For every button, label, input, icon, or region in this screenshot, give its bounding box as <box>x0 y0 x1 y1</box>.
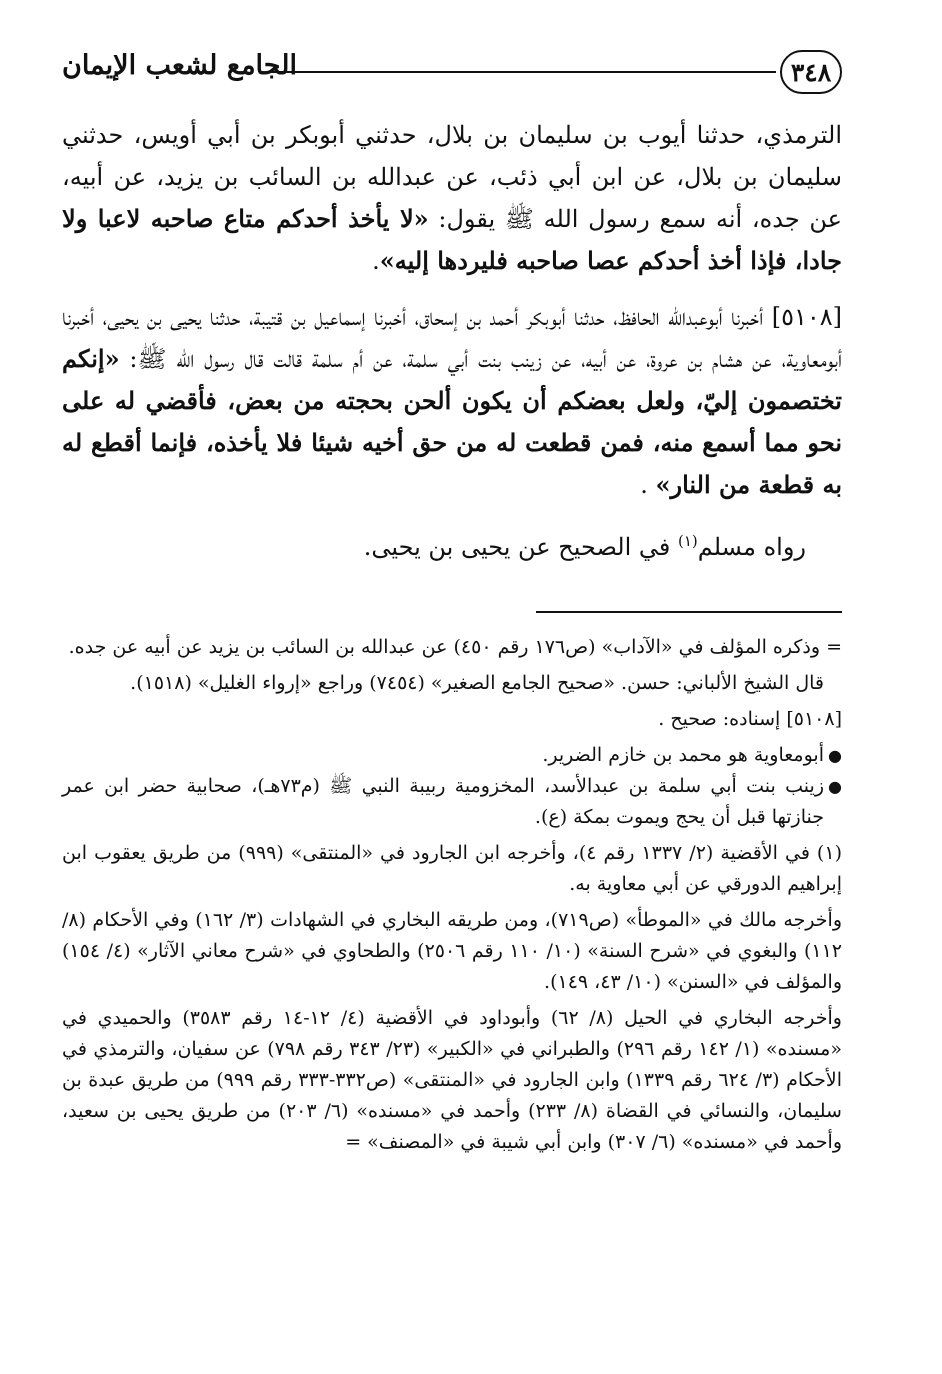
footnote-1: (١) في الأقضية (٢/ ١٣٣٧ رقم ٤)، وأخرجه ابن الجارود في «المنتقى» (٩٩٩) من طريق يعقوب ابن إبراهيم الدورقي عن أبي معاوية به. <box>62 842 842 895</box>
note-continuation: = وذكره المؤلف في «الآداب» (ص١٧٦ رقم ٤٥٠) عن عبدالله بن السائب بن يزيد عن أبيه عن جده. <box>68 636 842 658</box>
punctuation: . <box>640 471 656 499</box>
header-rule <box>267 71 776 73</box>
list-item-text: أبومعاوية هو محمد بن خازم الضرير. <box>542 744 824 766</box>
footnote-1-para-2: وأخرجه مالك في «الموطأ» (ص٧١٩)، ومن طريقه البخاري في الشهادات (٣/ ١٦٢) وفي الأحكام (٨/ ١١٢) والبغوي في «شرح السنة» (١٠/ ١١٠ رقم ٢٥٠٦) والطحاوي في «شرح معاني الآثار» (٤/ ١٥٤) والمؤلف في «السنن» (١٠/ ٤٣، ١٤٩). <box>62 909 842 993</box>
footnote-1-para-3: وأخرجه البخاري في الحيل (٨/ ٦٢) وأبوداود في الأقضية (٤/ ١٢-١٤ رقم ٣٥٨٣) والحميدي في «مسنده» (١/ ١٤٢ رقم ٢٩٦) والطبراني في «الكبير» (٢٣/ ٣٤٣ رقم ٧٩٨) عن سفيان، والترمذي في الأحكام (٣/ ٦٢٤ رقم ١٣٣٩) وابن الجارود في «المنتقى» (ص٣٣٢-٣٣٣ رقم ٩٩٩) من طريق عبدة بن سليمان، والنسائي في القضاة (٨/ ٢٣٣) وأحمد في «مسنده» (٦/ ٢٠٣) من طريق يحيى بن سعيد، وأحمد في «مسنده» (٦/ ٣٠٧) وابن أبي شيبة في «المصنف» = <box>62 1007 842 1153</box>
page-number: ٣٤٨ <box>780 50 842 94</box>
list-item-text: زينب بنت أبي سلمة بن عبدالأسد، المخزومية ربيبة النبي ﷺ (م٧٣هـ)، صحابية حضر ابن عمر جنازتها قبل أن يحج ويموت بمكة (ع). <box>62 775 824 828</box>
chain-text: أخبرنا أبوعبدالله الحافظ، حدثنا أبوبكر أحمد بن إسحاق، أخبرنا إسماعيل بن قتيبة، حدثنا يحيى بن يحيى، أخبرنا أبومعاوية، عن هشام بن عروة، عن أبيه، عن زينب بنت أبي سلمة، عن أم سلمة قالت قال رسول الله ﷺ: <box>62 303 842 373</box>
hadith-matn: «إنكم تختصمون إليّ، ولعل بعضكم أن يكون ألحن بحجته من بعض، فأقضي له على نحو مما أسمع منه، فمن قطعت له من حق أخيه شيئا فلا يأخذه، فإنما أقطع له به قطعة من النار» <box>62 344 842 499</box>
footnote-ref[interactable]: (١) <box>677 532 698 550</box>
source-text: رواه مسلم <box>697 533 806 561</box>
note-isnad-heading: [٥١٠٨] إسناده: صحيح . <box>658 708 842 730</box>
list-item <box>62 771 842 833</box>
punctuation: . <box>372 247 380 275</box>
bullet-icon: ● <box>828 746 842 765</box>
hadith-paragraph-continued <box>62 114 842 282</box>
list-item <box>62 740 842 771</box>
narrator-list <box>62 740 842 833</box>
book-title: الجامع لشعب الإيمان <box>62 50 297 81</box>
hadith-matn: «لا يأخذ أحدكم متاع صاحبه لاعبا ولا جادا، فإذا أخذ أحدكم عصا صاحبه فليردها إليه» <box>62 204 842 275</box>
page-header <box>62 44 842 102</box>
bullet-icon: ● <box>828 777 842 796</box>
source-attribution <box>62 520 842 568</box>
note-albani: قال الشيخ الألباني: حسن. «صحيح الجامع الصغير» (٧٤٥٤) وراجع «إرواء الغليل» (١٥١٨). <box>130 672 824 694</box>
hadith-number: [٥١٠٨] <box>771 303 842 331</box>
footnote-divider <box>536 611 842 613</box>
hadith-paragraph-5108 <box>62 296 842 506</box>
main-text <box>62 114 842 582</box>
footnotes <box>62 632 842 1163</box>
source-text-end: في الصحيح عن يحيى بن يحيى. <box>363 533 678 561</box>
chain-text: الترمذي، حدثنا أيوب بن سليمان بن بلال، حدثني أبوبكر بن أبي أويس، حدثني سليمان بن بلال، عن ابن أبي ذئب، عن عبدالله بن السائب بن يزيد، عن أبيه، عن جده، أنه سمع رسول الله ﷺ يقول: <box>62 121 842 233</box>
